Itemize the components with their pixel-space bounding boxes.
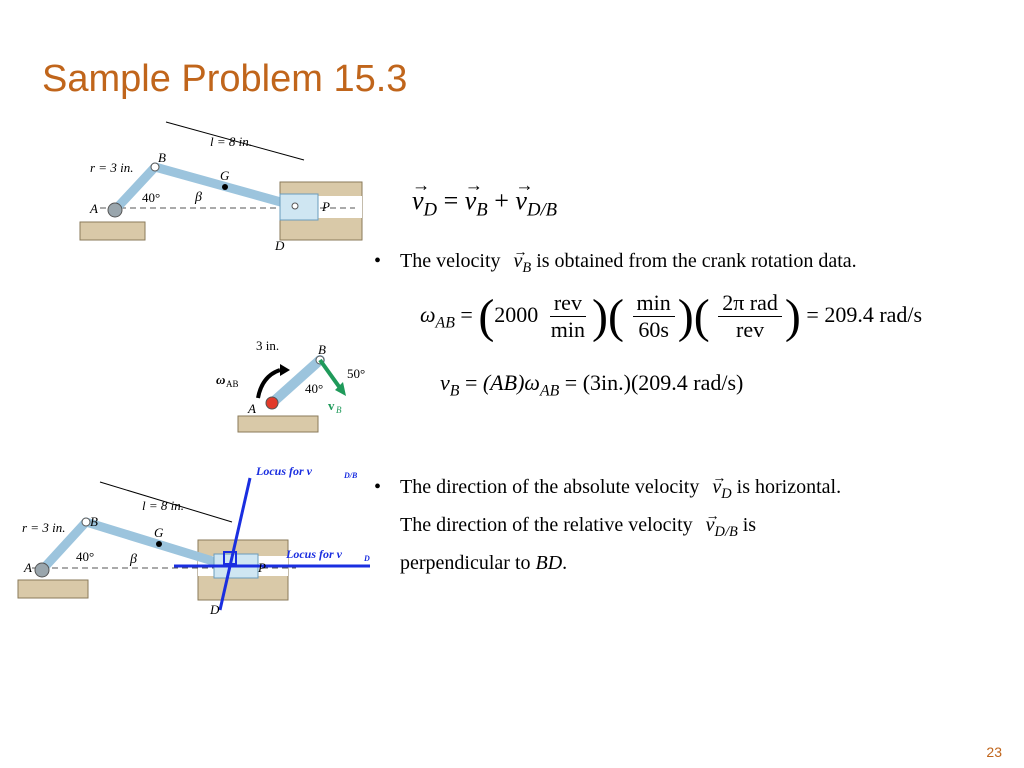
svg-text:AB: AB [226,379,239,389]
svg-text:B: B [336,405,342,415]
svg-text:P: P [258,560,266,575]
page-number: 23 [986,744,1002,760]
figure-crank-velocity [210,318,390,443]
svg-text:40°: 40° [76,549,95,564]
svg-text:P: P [322,199,330,214]
svg-text:D: D [210,602,220,617]
svg-text:A: A [90,201,98,216]
svg-text:B: B [158,150,166,165]
svg-text:D: D [275,238,285,253]
bullet-dot: • [374,476,382,498]
velocity-equation: → $v_D$ = → $v_B$ + → $v_{D/B}$ [412,186,557,222]
svg-text:50°: 50° [347,366,366,381]
svg-text:B: B [90,514,98,529]
svg-text:3 in.: 3 in. [256,338,280,353]
svg-text:G: G [220,168,230,183]
svg-text:l = 8 in.: l = 8 in. [210,134,252,149]
svg-text:40°: 40° [142,190,161,205]
vb-equation: $v_B = (AB)\omega_{AB} = (3in.)(209.4$ rad/s) [440,370,744,400]
svg-text:A: A [248,401,256,416]
svg-text:D: D [364,554,370,563]
svg-text:B: B [318,342,326,357]
svg-text:Locus for v: Locus for v [256,464,312,478]
bullet-dot: • [374,250,382,272]
svg-text:r = 3 in.: r = 3 in. [22,520,66,535]
omega-equation: $\omega_{AB} = (2000$ $\frac{\text{rev}}{\min}$ )( $\frac{\min}{60s}$ )( $\frac{\text{2π rad}}{\text{rev}}$ ) = 209.4 rad/s [420,289,923,343]
slide-title: Sample Problem 15.3 [42,58,408,100]
svg-text:β: β [130,552,137,567]
svg-text:v: v [328,398,335,413]
svg-text:ω: ω [216,372,226,387]
svg-text:40°: 40° [305,381,324,396]
svg-text:A: A [24,560,32,575]
svg-text:β: β [195,190,202,205]
svg-text:l = 8 in.: l = 8 in. [142,498,184,513]
piston [280,194,318,220]
svg-text:G: G [154,525,164,540]
svg-text:r = 3 in.: r = 3 in. [90,160,134,175]
figure-velocity-loci [14,460,386,620]
svg-text:Locus for v: Locus for v [286,547,342,561]
svg-text:D/B: D/B [344,471,358,480]
figure-crank-mechanism [70,110,370,260]
ground-support [80,222,145,240]
bullet-velocity-vb: • The velocity → $v_B$ is obtained from the crank rotation data. [400,246,857,284]
bullet-direction: • The direction of the absolute velocity → $v_D$ is horizontal. The direction of the relative velocity → $v_{D/B}$ is perpendicular to BD. [400,472,1000,579]
